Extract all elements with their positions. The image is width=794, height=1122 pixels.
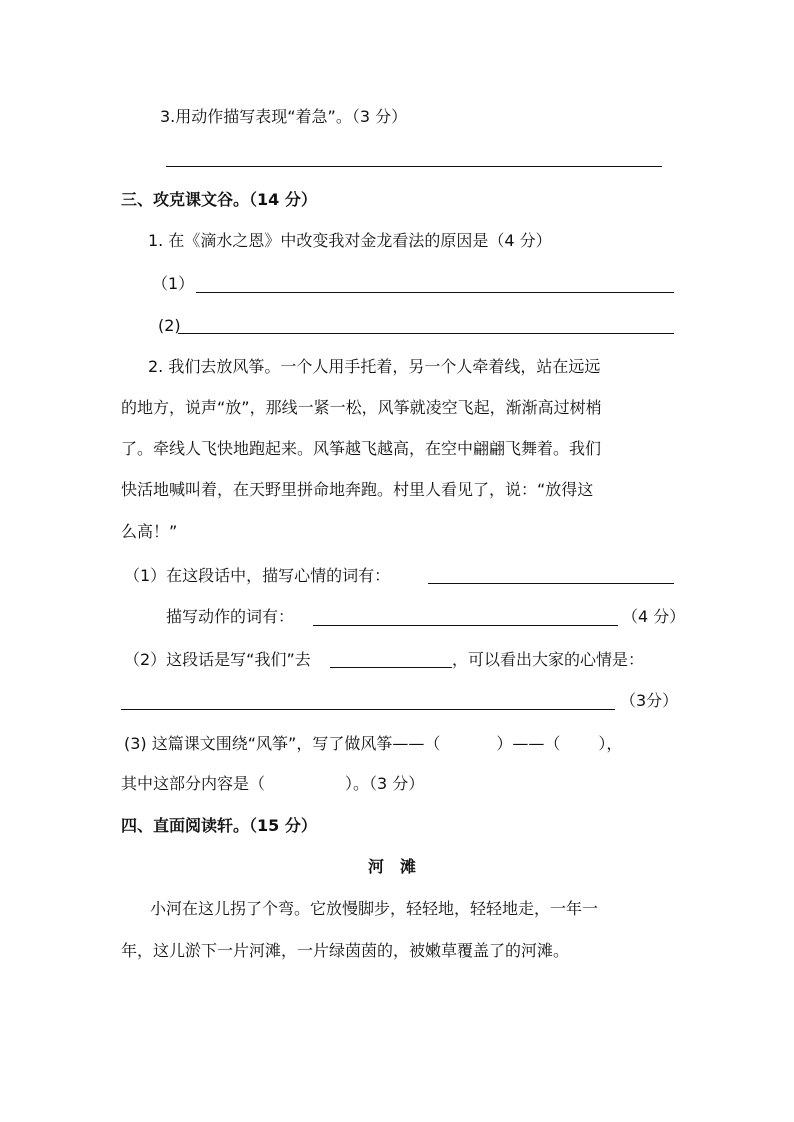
- answer-line-1[interactable]: [196, 292, 674, 293]
- passage-line: 快活地喊叫着，在天野里拼命地奔跑。村里人看见了，说：“放得这: [121, 480, 594, 499]
- answer-line-mood[interactable]: [121, 709, 615, 710]
- passage-line: 了。牵线人飞快地跑起来。风筝越飞越高，在空中翩翩飞舞着。我们: [121, 439, 602, 458]
- sub-question-3-line-2: [121, 773, 424, 795]
- passage-title: 河 滩: [368, 857, 417, 876]
- score-label: （3 分）: [351, 107, 408, 126]
- answer-line-action-words[interactable]: [313, 625, 618, 626]
- sub-question-3-text-c: ），: [598, 734, 623, 753]
- answer-label-2: (2): [158, 316, 181, 335]
- answer-line-mood-words[interactable]: [428, 583, 674, 584]
- sub-question-1-action: 描写动作的词有：: [166, 607, 295, 626]
- sub-question-2-a: （2）这段话是写“我们”去: [124, 650, 311, 669]
- sub-question-3-text-d: 其中这部分内容是（: [121, 774, 266, 793]
- answer-label-1: （1）: [152, 274, 195, 293]
- reading-passage-line: 小河在这儿拐了个弯。它放慢脚步，轻轻地，轻轻地走，一年一: [150, 899, 599, 918]
- question-text: 3.用动作描写表现“着急”。: [160, 107, 352, 126]
- answer-line-2[interactable]: [178, 333, 674, 334]
- answer-line-activity[interactable]: [330, 667, 452, 668]
- sub-question-1: （1）在这段话中，描写心情的词有：: [124, 566, 391, 585]
- passage-line: 2. 我们去放风筝。一个人用手托着，另一个人牵着线，站在远远: [148, 357, 601, 376]
- passage-line: 的地方，说声“放”，那线一紧一松，风筝就凌空飞起，渐渐高过树梢: [121, 398, 602, 417]
- score-label: （4 分）: [622, 607, 686, 626]
- sub-question-3-text-a: (3) 这篇课文围绕“风筝”，写了做风筝——（: [124, 734, 441, 753]
- sub-question-3-text-e: ）。（3 分）: [345, 774, 425, 793]
- section-4-heading: 四、直面阅读轩。（15 分）: [121, 816, 317, 835]
- answer-line[interactable]: [166, 166, 662, 167]
- question-3-prompt: [160, 106, 407, 128]
- reading-passage-line: 年，这儿淤下一片河滩，一片绿茵茵的，被嫩草覆盖了的河滩。: [121, 941, 570, 960]
- s3-question-1: 1. 在《滴水之恩》中改变我对金龙看法的原因是（4 分）: [148, 231, 552, 250]
- sub-question-3-text-b: ）——（: [496, 734, 561, 753]
- score-label: （3分）: [620, 691, 679, 710]
- sub-question-2-b: ，可以看出大家的心情是：: [452, 650, 645, 669]
- sub-question-3: [124, 733, 622, 755]
- section-3-heading: 三、攻克课文谷。（14 分）: [121, 190, 317, 209]
- passage-line: 么高！”: [121, 522, 178, 541]
